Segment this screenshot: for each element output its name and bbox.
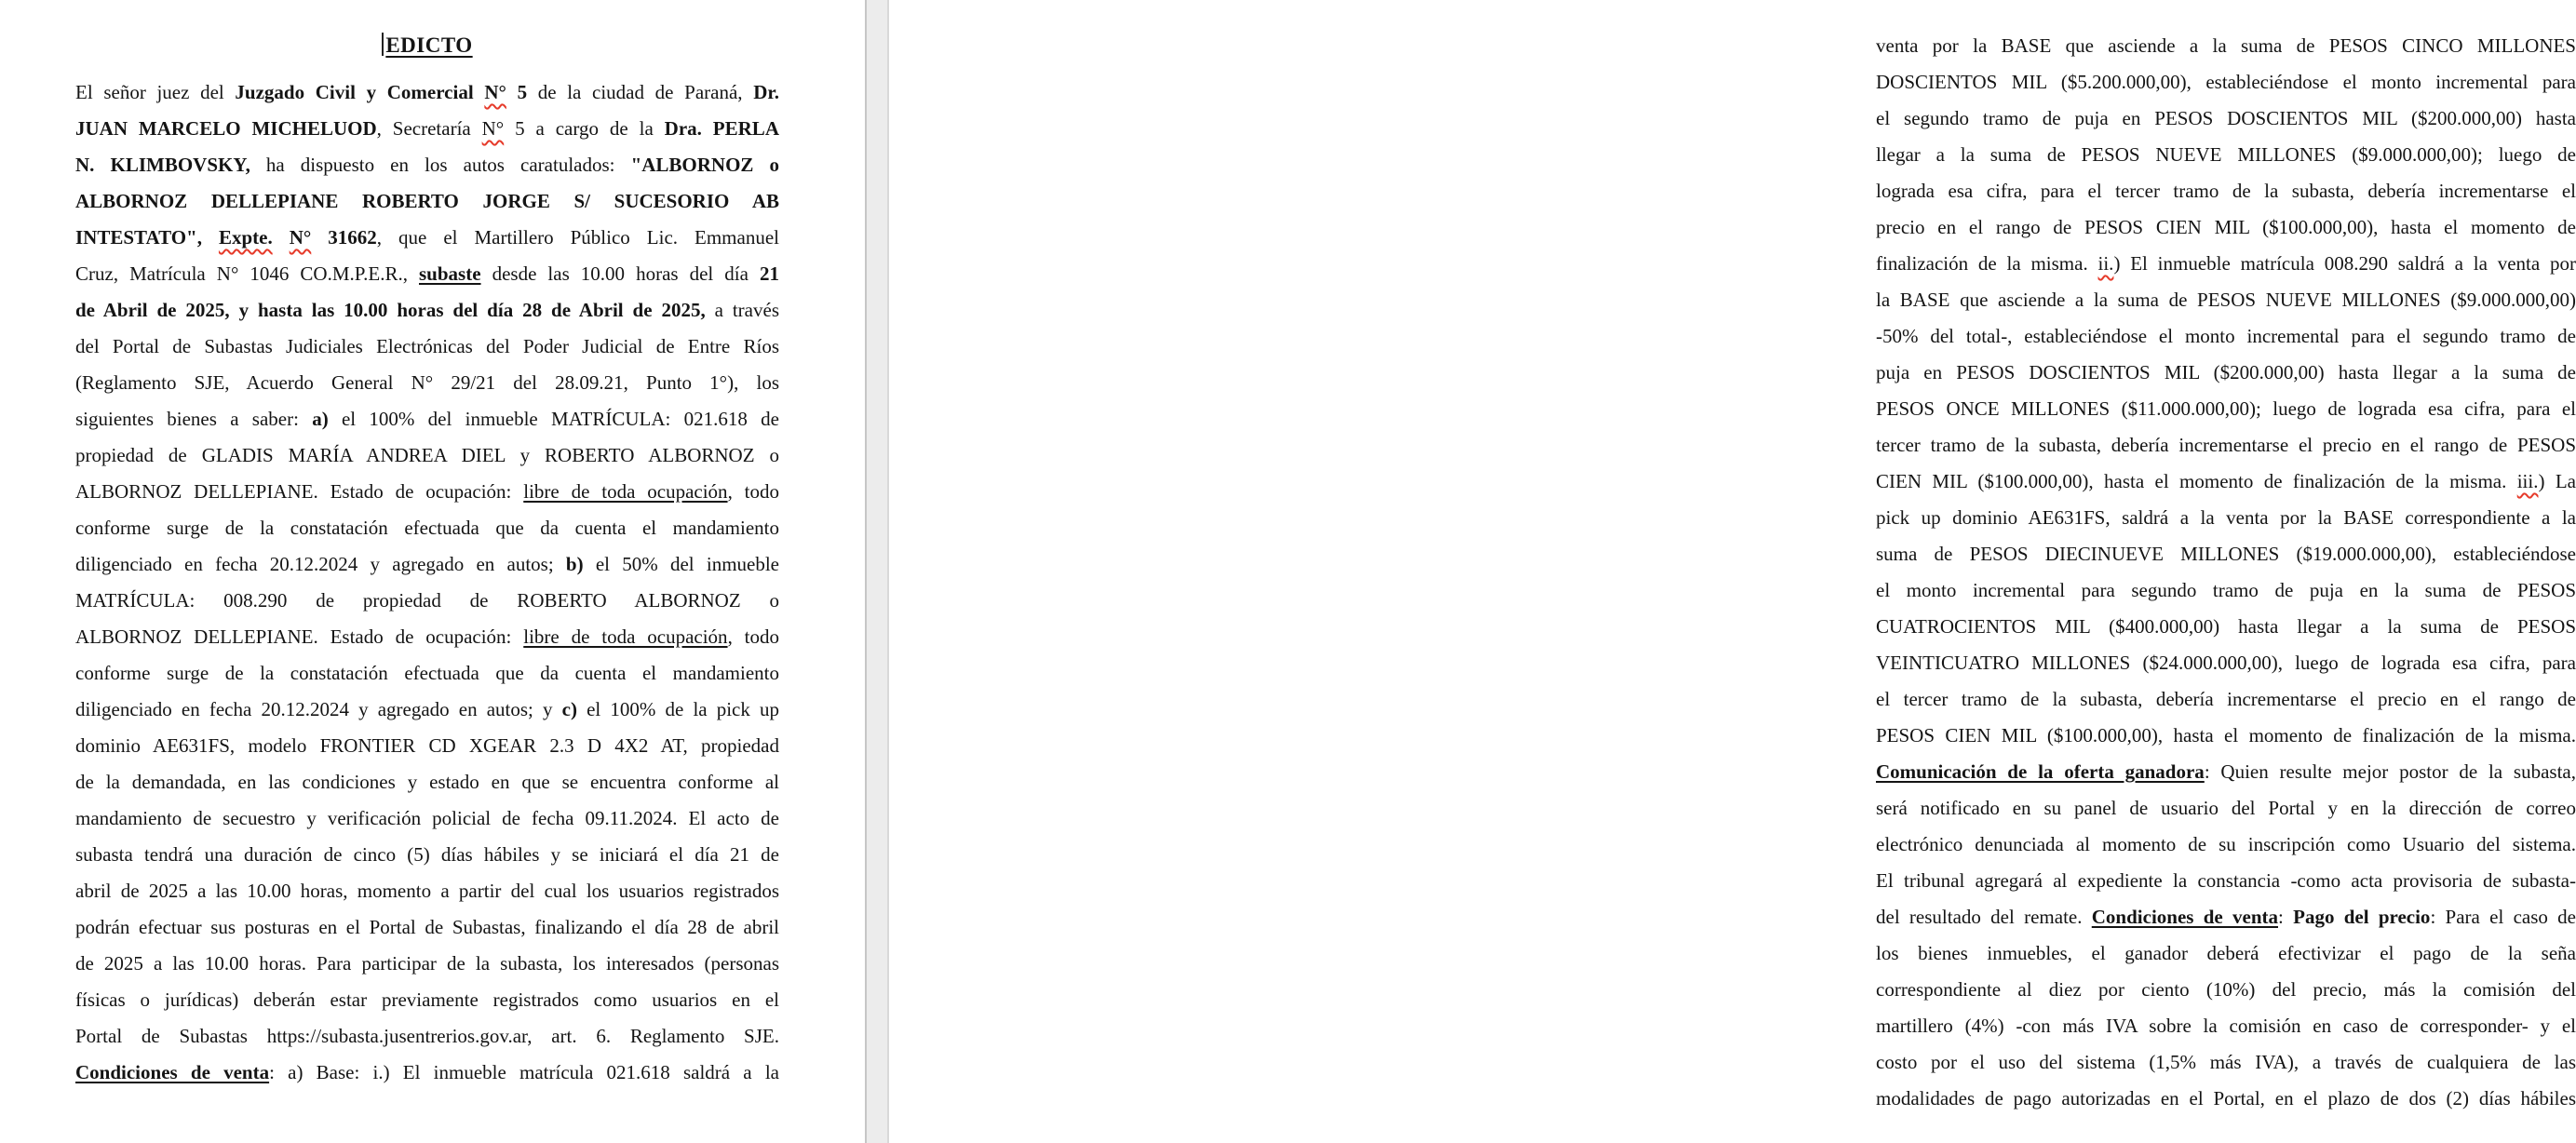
- text-line: pick up dominio AE631FS, saldrá a la venta por la BASE correspondiente a la: [1876, 506, 2576, 529]
- text-line: El señor juez del Juzgado Civil y Comercial N° 5 de la ciudad de Paraná, Dr.: [75, 81, 780, 103]
- text-line: la BASE que asciende a la suma de PESOS NUEVE MILLONES ($9.000.000,00): [1876, 289, 2576, 311]
- text-line: mandamiento de secuestro y verificación policial de fecha 09.11.2024. El acto de: [75, 807, 779, 829]
- text-line: del resultado del remate. Condiciones de venta: Pago del precio: Para el caso de: [1876, 906, 2576, 928]
- document-title-text: EDICTO: [385, 34, 473, 57]
- text-line: el segundo tramo de puja en PESOS DOSCIENTOS MIL ($200.000,00) hasta: [1876, 107, 2576, 129]
- text-line: del Portal de Subastas Judiciales Electrónicas del Poder Judicial de Entre Ríos: [75, 335, 779, 357]
- text-line: El tribunal agregará al expediente la constancia -como acta provisoria de subasta-: [1876, 869, 2576, 892]
- text-line: -50% del total-, estableciéndose el monto incremental para el segundo tramo de: [1876, 325, 2576, 347]
- page-divider: [865, 0, 889, 1143]
- text-line: N. KLIMBOVSKY, ha dispuesto en los autos caratulados: "ALBORNOZ o: [75, 154, 779, 176]
- text-line: abril de 2025 a las 10.00 horas, momento a partir del cual los usuarios registrados: [75, 880, 779, 902]
- text-line: tercer tramo de la subasta, debería incrementarse el precio en el rango de PESOS: [1876, 434, 2576, 456]
- text-line: martillero (4%) -con más IVA sobre la comisión en caso de corresponder- y el: [1876, 1015, 2576, 1037]
- text-line: PESOS CIEN MIL ($100.000,00), hasta el momento de finalización de la misma.: [1876, 724, 2576, 746]
- text-line: de 2025 a las 10.00 horas. Para participar de la subasta, los interesados (personas: [75, 952, 779, 975]
- text-line: físicas o jurídicas) deberán estar previamente registrados como usuarios en el: [75, 988, 779, 1011]
- text-line: ALBORNOZ DELLEPIANE. Estado de ocupación: libre de toda ocupación, todo: [75, 480, 779, 503]
- text-line: finalización de la misma. ii.) El inmueble matrícula 008.290 saldrá a la venta por: [1876, 252, 2576, 275]
- text-line: costo por el uso del sistema (1,5% más IVA), a través de cualquiera de las: [1876, 1051, 2576, 1073]
- text-line: siguientes bienes a saber: a) el 100% del inmueble MATRÍCULA: 021.618 de: [75, 408, 779, 430]
- text-line: de Abril de 2025, y hasta las 10.00 horas del día 28 de Abril de 2025, a través: [75, 299, 779, 321]
- text-line: el monto incremental para segundo tramo de puja en la suma de PESOS: [1876, 579, 2576, 601]
- text-line: de la demandada, en las condiciones y estado en que se encuentra conforme al: [75, 771, 779, 793]
- text-line: propiedad de GLADIS MARÍA ANDREA DIEL y ROBERTO ALBORNOZ o: [75, 444, 779, 466]
- text-line: llegar a la suma de PESOS NUEVE MILLONES ($9.000.000,00); luego de: [1876, 143, 2576, 166]
- text-line: JUAN MARCELO MICHELUOD, Secretaría N° 5 a cargo de la Dra. PERLA: [75, 117, 779, 140]
- text-line: Comunicación de la oferta ganadora: Quien resulte mejor postor de la subasta,: [1876, 760, 2576, 783]
- text-line: ALBORNOZ DELLEPIANE ROBERTO JORGE S/ SUCESORIO AB: [75, 190, 779, 212]
- text-line: DOSCIENTOS MIL ($5.200.000,00), estableciéndose el monto incremental para: [1876, 71, 2576, 93]
- text-line: dominio AE631FS, modelo FRONTIER CD XGEAR 2.3 D 4X2 AT, propiedad: [75, 734, 779, 757]
- text-line: puja en PESOS DOSCIENTOS MIL ($200.000,00) hasta llegar a la suma de: [1876, 361, 2576, 383]
- text-line: diligenciado en fecha 20.12.2024 y agregado en autos; b) el 50% del inmueble: [75, 553, 780, 575]
- text-line: electrónico denunciada al momento de su inscripción como Usuario del sistema.: [1876, 833, 2576, 855]
- text-line: el tercer tramo de la subasta, debería incrementarse el precio en el rango de: [1876, 688, 2576, 710]
- text-line: precio en el rango de PESOS CIEN MIL ($100.000,00), hasta el momento de: [1876, 216, 2576, 238]
- text-line: conforme surge de la constatación efectuada que da cuenta el mandamiento: [75, 517, 779, 539]
- text-line: INTESTATO", Expte. N° 31662, que el Martillero Público Lic. Emmanuel: [75, 226, 779, 249]
- document-page-left[interactable]: [0, 0, 865, 1143]
- text-line: diligenciado en fecha 20.12.2024 y agregado en autos; y c) el 100% de la pick up: [75, 698, 779, 720]
- text-line: VEINTICUATRO MILLONES ($24.000.000,00), luego de lograda esa cifra, para: [1876, 652, 2576, 674]
- document-title: [75, 32, 779, 60]
- text-line: Portal de Subastas https://subasta.jusentrerios.gov.ar, art. 6. Reglamento SJE.: [75, 1025, 779, 1047]
- text-line: ALBORNOZ DELLEPIANE. Estado de ocupación: libre de toda ocupación, todo: [75, 625, 779, 648]
- text-line: PESOS ONCE MILLONES ($11.000.000,00); luego de lograda esa cifra, para el: [1876, 397, 2576, 420]
- text-line: suma de PESOS DIECINUEVE MILLONES ($19.000.000,00), estableciéndose: [1876, 543, 2576, 565]
- text-line: lograda esa cifra, para el tercer tramo de la subasta, debería incrementarse el: [1876, 180, 2576, 202]
- text-line: modalidades de pago autorizadas en el Portal, en el plazo de dos (2) días hábiles: [1876, 1087, 2576, 1109]
- text-line: venta por la BASE que asciende a la suma de PESOS CINCO MILLONES: [1876, 34, 2576, 57]
- page-left-text[interactable]: [75, 74, 779, 1091]
- text-line: subasta tendrá una duración de cinco (5) días hábiles y se iniciará el día 21 de: [75, 843, 779, 866]
- text-line: los bienes inmuebles, el ganador deberá efectivizar el pago de la seña: [1876, 942, 2576, 964]
- text-line: CUATROCIENTOS MIL ($400.000,00) hasta llegar a la suma de PESOS: [1876, 615, 2576, 638]
- document-page-right[interactable]: [889, 0, 2576, 1143]
- page-right-text[interactable]: [1876, 28, 2576, 1117]
- text-cursor: [382, 33, 384, 56]
- text-line: será notificado en su panel de usuario del Portal y en la dirección de correo: [1876, 797, 2576, 819]
- text-line: Condiciones de venta: a) Base: i.) El inmueble matrícula 021.618 saldrá a la: [75, 1061, 779, 1083]
- text-line: correspondiente al diez por ciento (10%) del precio, más la comisión del: [1876, 978, 2576, 1001]
- text-line: MATRÍCULA: 008.290 de propiedad de ROBERTO ALBORNOZ o: [75, 589, 779, 612]
- text-line: podrán efectuar sus posturas en el Portal de Subastas, finalizando el día 28 de abril: [75, 916, 779, 938]
- text-line: Cruz, Matrícula N° 1046 CO.M.P.E.R., subaste desde las 10.00 horas del día 21: [75, 262, 779, 285]
- text-line: conforme surge de la constatación efectuada que da cuenta el mandamiento: [75, 662, 779, 684]
- text-line: (Reglamento SJE, Acuerdo General N° 29/21 del 28.09.21, Punto 1°), los: [75, 371, 779, 394]
- text-line: CIEN MIL ($100.000,00), hasta el momento de finalización de la misma. iii.) La: [1876, 470, 2576, 492]
